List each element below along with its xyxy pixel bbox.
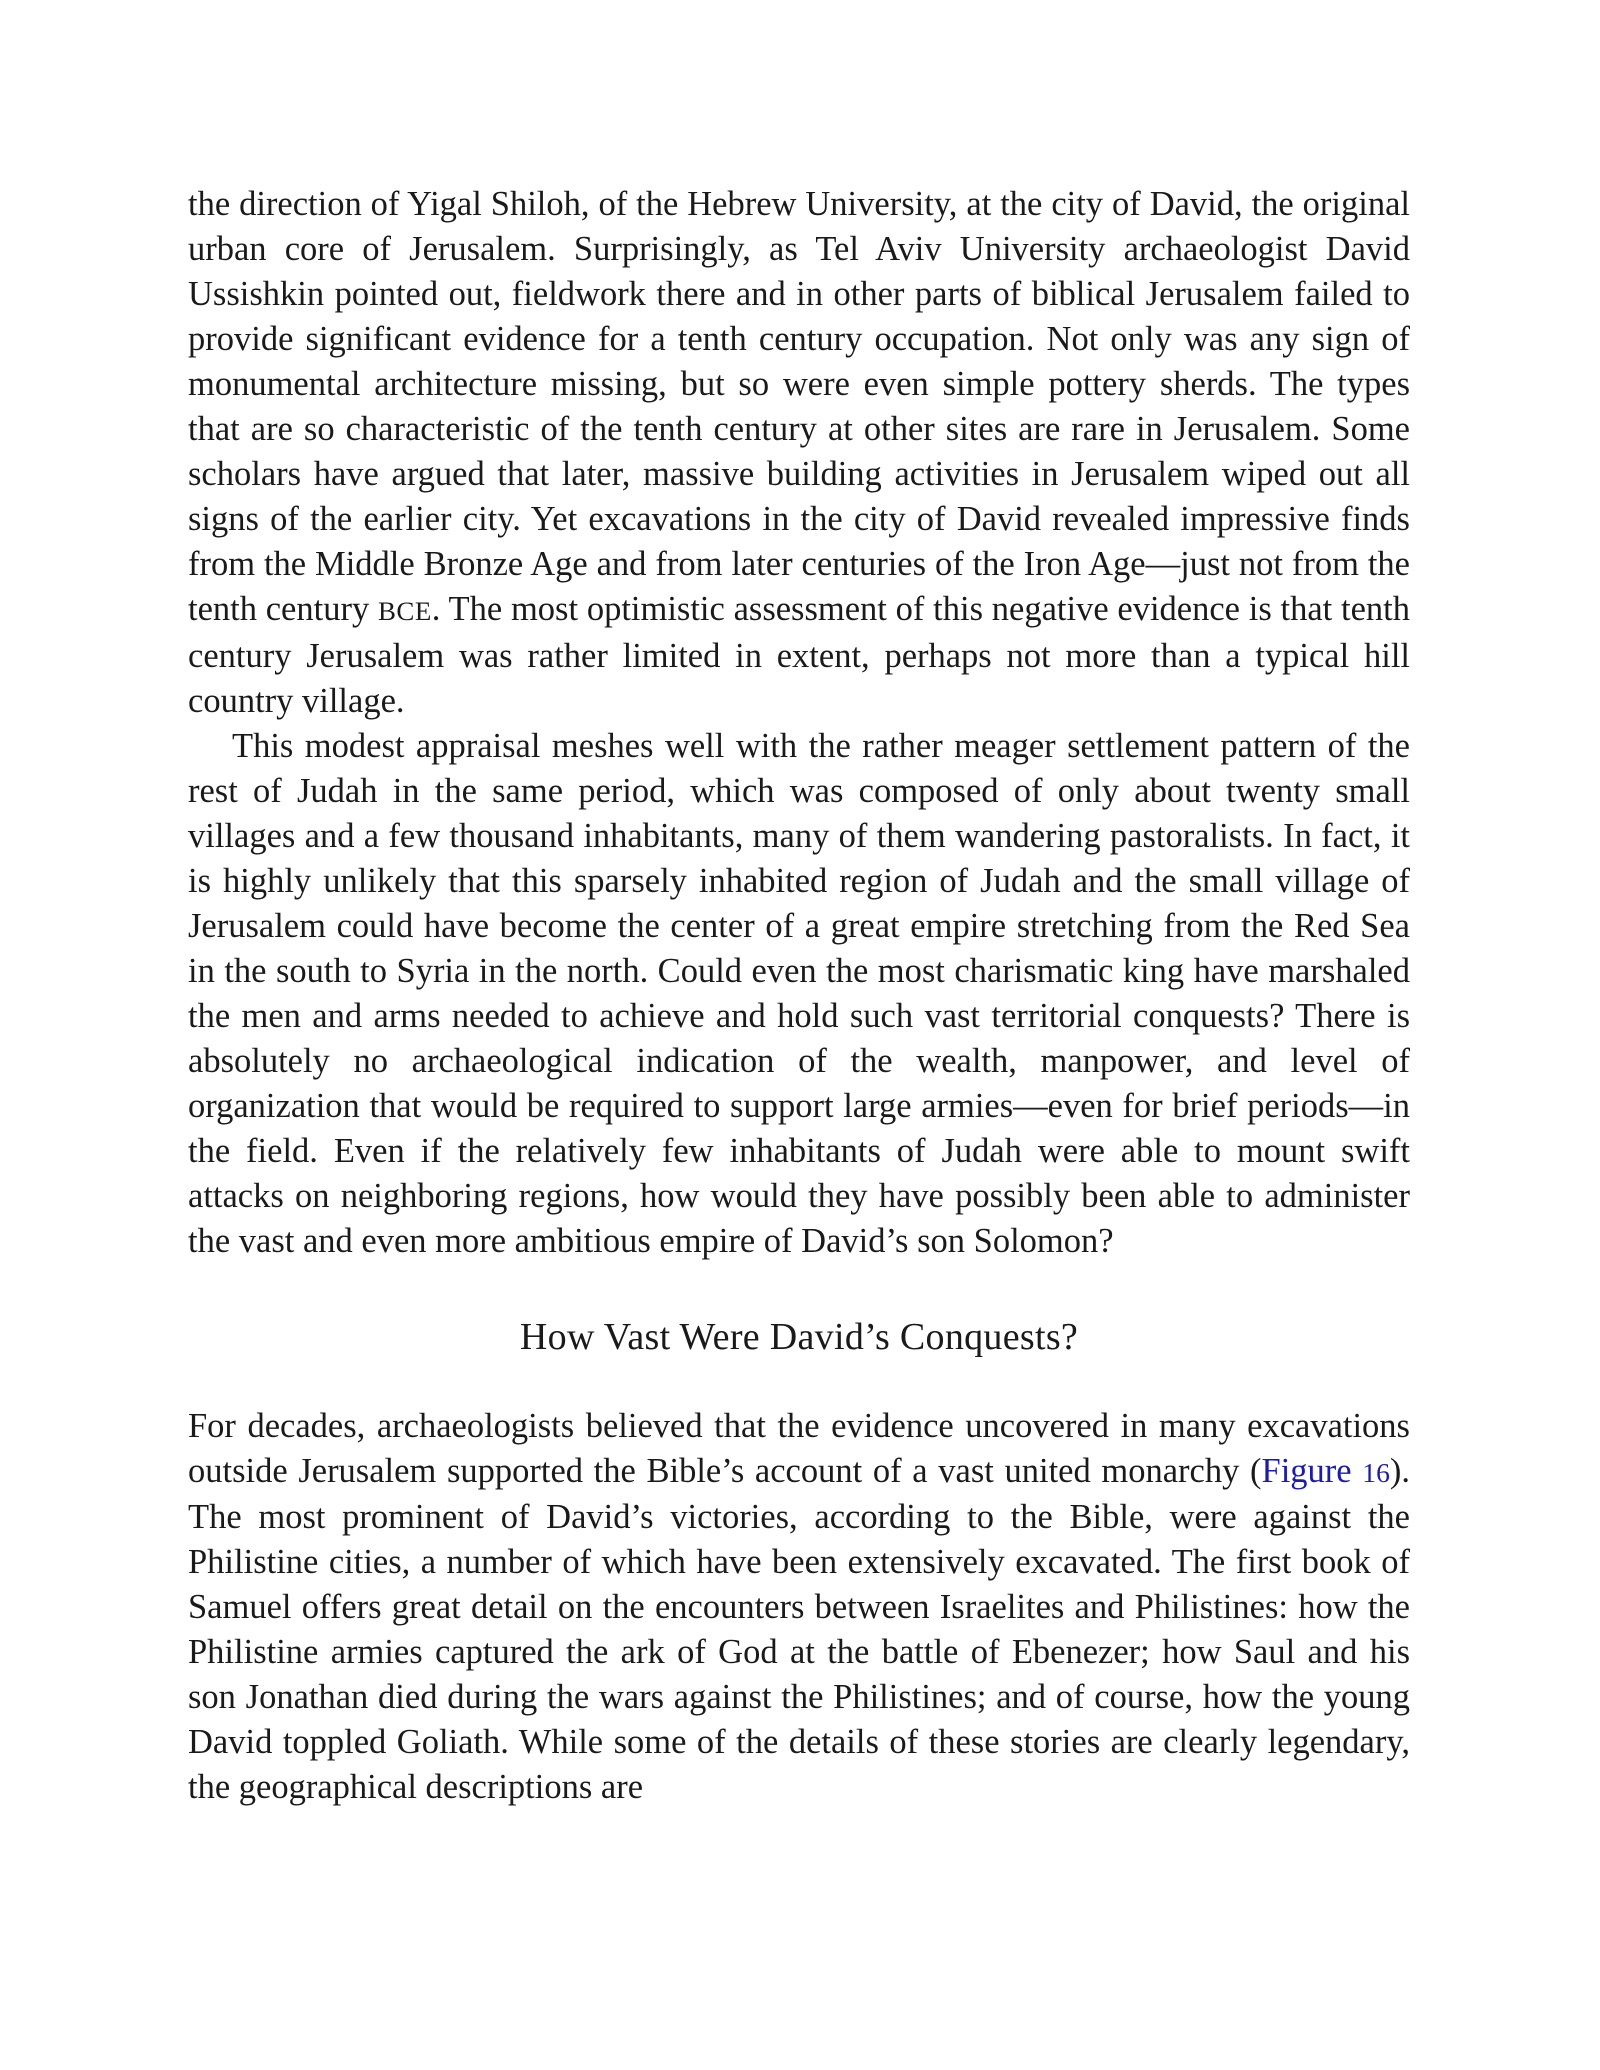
book-page: [188, 182, 1410, 1810]
paragraph-1-text-a: the direction of Yigal Shiloh, of the Hebrew University, at the city of David, the original urban core of Jerusalem. Surprisingly, as Tel Aviv University archaeologist David Ussishkin pointed out, fieldwork there and in other parts of biblical Jerusalem failed to provide significant evidence for a tenth century occupation. Not only was any sign of monumental architecture missing, but so were even simple pottery sherds. The types that are so characteristic of the tenth century at other sites are rare in Jerusalem. Some scholars have argued that later, massive building activities in Jerusalem wiped out all signs of the earlier city. Yet excavations in the city of David revealed impressive finds from the Middle Bronze Age and from later centuries of the Iron Age—just not from the tenth century: [188, 185, 1410, 628]
paragraph-3-text-a: For decades, archaeologists believed that the evidence uncovered in many excavations outside Jerusalem supported the Bible’s account of a vast united monarchy (: [188, 1407, 1410, 1490]
paragraph-3-text-b: ). The most prominent of David’s victories, according to the Bible, were against the Philistine cities, a number of which have been extensively excavated. The first book of Samuel offers great detail on the encounters between Israelites and Philistines: how the Philistine armies captured the ark of God at the battle of Ebenezer; how Saul and his son Jonathan died during the wars against the Philistines; and of course, how the young David toppled Goliath. While some of the details of these stories are clearly legendary, the geographical descriptions are: [188, 1452, 1410, 1806]
era-abbreviation: BCE: [377, 596, 432, 626]
body-paragraph-3: [188, 1404, 1410, 1810]
figure-link-word: Figure: [1261, 1452, 1352, 1490]
figure-link-number: 16: [1362, 1457, 1390, 1488]
body-paragraph-1: [188, 182, 1410, 724]
section-heading: How Vast Were David’s Conquests?: [519, 1316, 1079, 1358]
body-paragraph-2: This modest appraisal meshes well with the rather meager settlement pattern of the rest of Judah in the same period, which was composed of only about twenty small villages and a few thousand inhabitants, many of them wandering pastoralists. In fact, it is highly unlikely that this sparsely inhabited region of Judah and the small village of Jerusalem could have become the center of a great empire stretching from the Red Sea in the south to Syria in the north. Could even the most charismatic king have marshaled the men and arms needed to achieve and hold such vast territorial conquests? There is absolutely no archaeological indication of the wealth, manpower, and level of organization that would be required to support large armies—even for brief periods—in the field. Even if the relatively few inhabitants of Judah were able to mount swift attacks on neighboring regions, how would they have possibly been able to administer the vast and even more ambitious empire of David’s son Solomon?: [188, 727, 1410, 1260]
figure-16-link[interactable]: [1262, 1452, 1390, 1490]
paragraph-1-text-b: . The most optimistic assessment of this negative evidence is that tenth century Jerusalem was rather limited in extent, perhaps not more than a typical hill country village.: [188, 590, 1410, 720]
